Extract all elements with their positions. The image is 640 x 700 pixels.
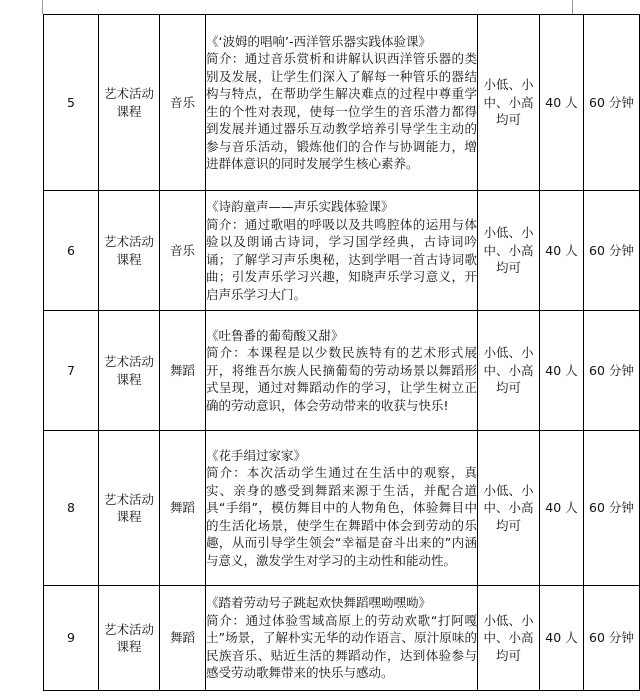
course-category: 艺术活动课程 xyxy=(99,586,160,691)
page-corner-mark-left xyxy=(42,0,43,14)
table-row xyxy=(44,311,640,431)
course-category: 艺术活动课程 xyxy=(99,311,160,431)
course-duration: 60 分钟 xyxy=(584,191,640,311)
course-title: 《诗韵童声——声乐实践体验课》 xyxy=(206,199,394,214)
page-corner-mark-right xyxy=(572,0,573,14)
course-capacity: 40 人 xyxy=(540,191,584,311)
course-intro: 简介：本课程是以少数民族特有的艺术形式展开，将维吾尔族人民摘葡萄的劳动场景以舞蹈形式呈现，通过对舞蹈动作的学习，让学生树立正确的劳动意识，体会劳动带来的收获与快乐! xyxy=(206,345,477,413)
course-category: 艺术活动课程 xyxy=(99,431,160,586)
row-number: 5 xyxy=(44,15,99,191)
course-intro: 简介：通过歌唱的呼吸以及共鸣腔体的运用与体验以及朗诵古诗词，学习国学经典，古诗词吟诵；了解学习声乐奥秘，达到学唱一首古诗词歌曲；引发声乐学习兴趣，知晓声乐学习意义，开启声乐学习大门。 xyxy=(206,216,477,302)
course-grades: 小低、小中、小高均可 xyxy=(478,586,540,691)
row-number: 6 xyxy=(44,191,99,311)
course-duration: 60 分钟 xyxy=(584,586,640,691)
course-duration: 60 分钟 xyxy=(584,15,640,191)
course-title: 《花手绢过家家》 xyxy=(206,447,307,463)
course-intro: 简介：通过音乐赏析和讲解认识西洋管乐器的类别及发展，让学生们深入了解每一种管乐的器结构与特点，在帮助学生解决难点的过程中尊重学生的个性对表现，使每一位学生的音乐潜力都得到发展并通过器乐互动教学培养引导学生主动的参与音乐活动，锻炼他们的合作与协调能力，增进群体意识的同时发展学生核心素养。 xyxy=(206,51,477,171)
course-subject: 舞蹈 xyxy=(160,311,206,431)
course-subject: 舞蹈 xyxy=(160,586,206,691)
course-category: 艺术活动课程 xyxy=(99,191,160,311)
table-row xyxy=(44,431,640,586)
table-row xyxy=(44,586,640,691)
row-number: 9 xyxy=(44,586,99,691)
course-capacity: 40 人 xyxy=(540,311,584,431)
course-capacity: 40 人 xyxy=(540,586,584,691)
course-grades: 小低、小中、小高均可 xyxy=(478,311,540,431)
table-row xyxy=(44,15,640,191)
course-grades: 小低、小中、小高均可 xyxy=(478,15,540,191)
course-subject: 音乐 xyxy=(160,191,206,311)
course-intro: 简介：本次活动学生通过在生活中的观察，真实、亲身的感受到舞蹈来源于生活，并配合道具“手绢”，模仿舞目中的人物角色，体验舞目中的生活化场景，使学生在舞蹈中体会到劳动的乐趣，从而引导学生领会“幸福是奋斗出来的”内涵与意义，激发学生对学习的主动性和能动性。 xyxy=(206,465,477,568)
course-grades: 小低、小中、小高均可 xyxy=(478,431,540,586)
course-title: 《‘波姆的唱响’-西洋管乐器实践体验课》 xyxy=(206,33,431,49)
course-description xyxy=(206,311,478,431)
course-description xyxy=(206,431,478,586)
course-description xyxy=(206,191,478,311)
course-category: 艺术活动课程 xyxy=(99,15,160,191)
course-table xyxy=(43,14,640,691)
course-title: 《吐鲁番的葡萄酸又甜》 xyxy=(206,327,344,343)
course-description xyxy=(206,586,478,691)
course-intro: 简介：通过体验雪域高原上的劳动欢歌“打阿嘎土”场景，了解朴实无华的动作语言、原汁原味的民族音乐、贴近生活的舞蹈动作，达到体验参与感受劳动歌舞带来的快乐与感动。 xyxy=(206,612,477,681)
course-title: 《踏着劳动号子跳起欢快舞蹈嘿呦嘿呦》 xyxy=(206,595,432,611)
course-capacity: 40 人 xyxy=(540,15,584,191)
row-number: 7 xyxy=(44,311,99,431)
table-row xyxy=(44,191,640,311)
course-subject: 音乐 xyxy=(160,15,206,191)
course-subject: 舞蹈 xyxy=(160,431,206,586)
course-duration: 60 分钟 xyxy=(584,311,640,431)
course-capacity: 40 人 xyxy=(540,431,584,586)
course-duration: 60 分钟 xyxy=(584,431,640,586)
row-number: 8 xyxy=(44,431,99,586)
course-grades: 小低、小中、小高均可 xyxy=(478,191,540,311)
course-description xyxy=(206,15,478,191)
